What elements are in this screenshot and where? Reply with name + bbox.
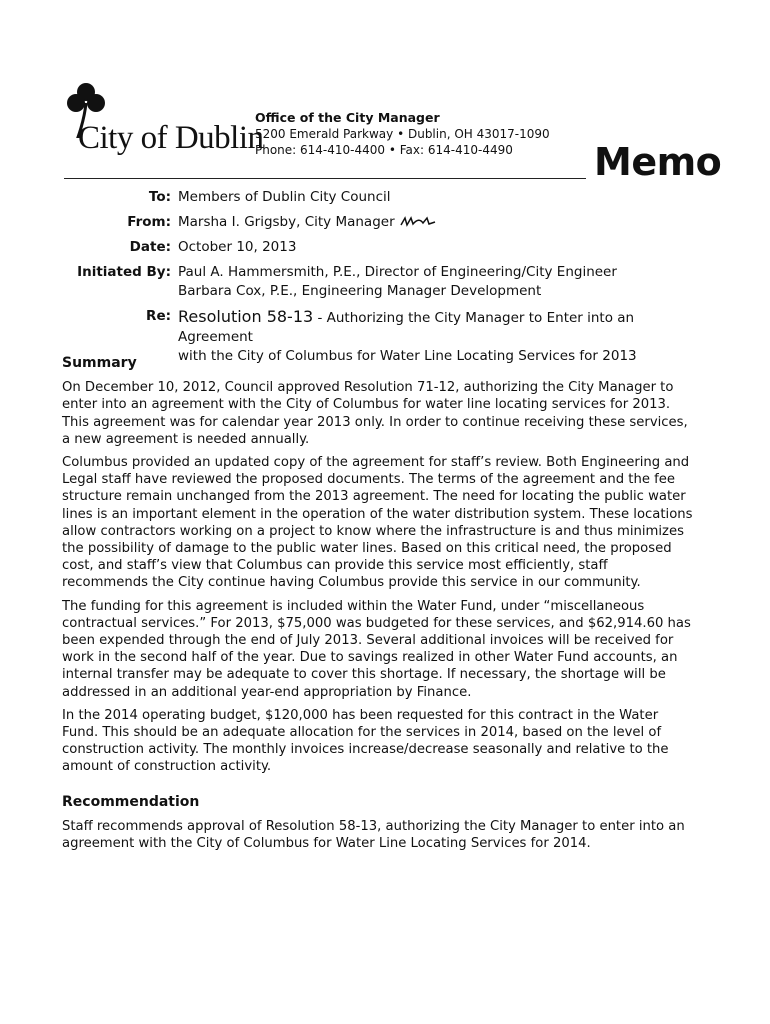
memo-title: Memo <box>594 140 722 184</box>
recommendation-heading: Recommendation <box>62 793 200 810</box>
office-block <box>255 110 550 158</box>
recommendation-text: Staff recommends approval of Resolution 58-13, authorizing the City Manager to enter into an agreement with the City of Columbus for Water Line Locating Services for 2014. <box>62 818 685 852</box>
office-name: Office of the City Manager <box>255 110 440 125</box>
header-rule <box>64 178 586 179</box>
summary-paragraph-3: The funding for this agreement is included within the Water Fund, under “miscellaneous contractual services.” For 2013, $75,000 was budgeted for these services, and $62,914.60 has been expended through the end of July 2013. Several additional invoices will be received for work in the second half of the year. Due to savings realized in other Water Fund accounts, an internal transfer may be adequate to cover this shortage. If necessary, the shortage will be addressed in an additional year-end appropriation by Finance. <box>62 598 691 700</box>
initiated-label: Initiated By: <box>77 264 171 280</box>
memo-body <box>62 355 694 858</box>
from-value: Marsha I. Grigsby, City Manager <box>178 214 395 230</box>
from-row <box>56 213 698 232</box>
summary-paragraph-1: On December 10, 2012, Council approved Resolution 71-12, authorizing the City Manager to enter into an agreement with the City of Columbus for water line locating services for 2013. This agreement was for calendar year 2013 only. In order to continue receiving these services, a new agreement is needed annually. <box>62 380 688 447</box>
re-line-1: - Authorizing the City Manager to Enter into an Agreement <box>178 310 635 345</box>
to-value: Members of Dublin City Council <box>178 189 391 205</box>
initiated-line-2: Barbara Cox, P.E., Engineering Manager Development <box>178 283 542 299</box>
from-label: From: <box>127 214 171 230</box>
to-row <box>56 188 698 207</box>
summary-paragraph-4: In the 2014 operating budget, $120,000 has been requested for this contract in the Water Fund. This should be an adequate allocation for the services in 2014, based on the level of construction activity. The monthly invoices increase/decrease seasonally and relative to the amount of construction activity. <box>62 707 669 775</box>
city-logo <box>64 78 264 168</box>
to-label: To: <box>148 189 171 205</box>
initiated-values <box>178 263 698 301</box>
from-value-wrap <box>178 213 698 232</box>
office-phone-fax: Phone: 614-410-4400 • Fax: 614-410-4490 <box>255 143 513 157</box>
office-address: 5200 Emerald Parkway • Dublin, OH 43017-1090 <box>255 127 550 141</box>
re-label: Re: <box>146 308 171 324</box>
date-label: Date: <box>129 239 171 255</box>
logo-text: City of Dublin <box>78 120 264 156</box>
initiated-line-1: Paul A. Hammersmith, P.E., Director of Engineering/City Engineer <box>178 264 617 280</box>
memo-meta <box>56 188 698 366</box>
re-line-2: with the City of Columbus for Water Line Locating Services for 2013 <box>178 348 637 364</box>
date-value: October 10, 2013 <box>178 239 297 255</box>
re-number: Resolution 58-13 <box>178 307 314 326</box>
summary-paragraph-2: Columbus provided an updated copy of the agreement for staff’s review. Both Engineering and Legal staff have reviewed the proposed documents. The terms of the agreement and the fee structure remain unchanged from the 2013 agreement. The need for locating the public water lines is an important element in the operation of the water distribution system. These locations allow contractors working on a project to know where the infrastructure is and thus minimizes the possibility of damage to the public water lines. Based on this critical need, the proposed cost, and staff’s view that Columbus can provide this service most efficiently, staff recommends the City continue having Columbus provide this service in our community. <box>62 455 693 591</box>
summary-heading: Summary <box>62 355 137 371</box>
date-row <box>56 238 698 257</box>
signature-initials <box>399 215 437 229</box>
initiated-row <box>56 263 698 301</box>
